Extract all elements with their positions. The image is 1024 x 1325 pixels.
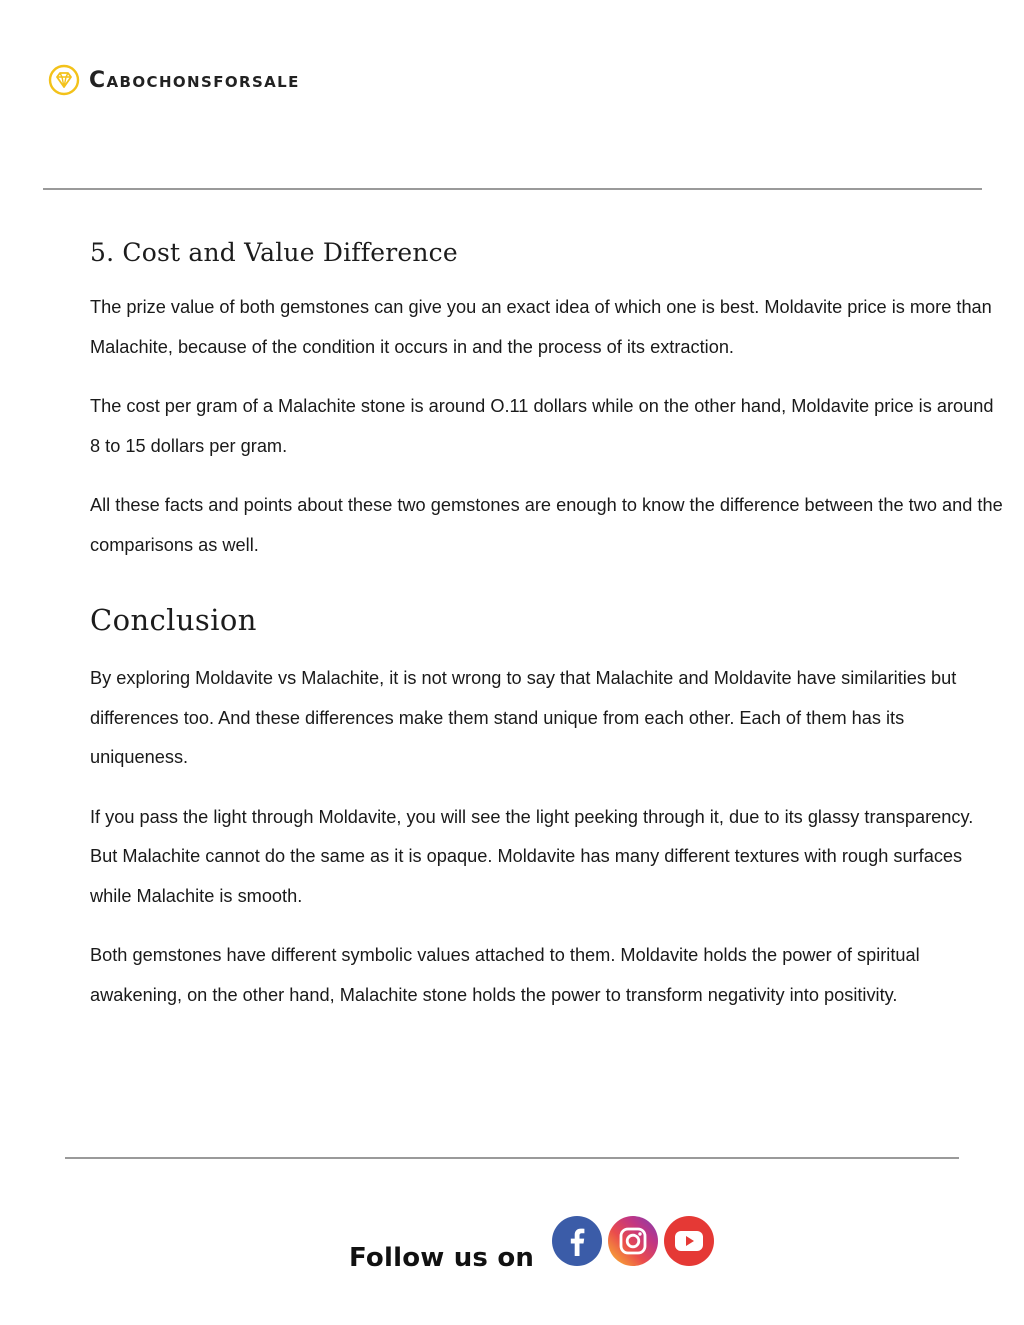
paragraph: The prize value of both gemstones can give you an exact idea of which one is best. Moldavite price is more than Malachite, because of the condition it occurs in and the process of its extraction.	[90, 297, 992, 357]
article-body	[90, 228, 1005, 1035]
paragraph: The cost per gram of a Malachite stone is around O.11 dollars while on the other hand, Moldavite price is around 8 to 15 dollars per gram.	[90, 396, 994, 456]
instagram-icon	[608, 1216, 658, 1266]
paragraph: By exploring Moldavite vs Malachite, it is not wrong to say that Malachite and Moldavite have similarities but differences too. And these differences make them stand unique from each other. Each of them has its uniqueness.	[90, 668, 957, 767]
follow-label: Follow us on	[349, 1243, 535, 1273]
facebook-button[interactable]	[552, 1216, 602, 1266]
header-divider	[43, 188, 982, 190]
facebook-icon	[552, 1216, 602, 1266]
follow-us	[349, 1216, 720, 1273]
paragraph: If you pass the light through Moldavite, you will see the light peeking through it, due to its glassy transparency. But Malachite cannot do the same as it is opaque. Moldavite has many different textures with rough surfaces while Malachite is smooth.	[90, 806, 974, 906]
youtube-button[interactable]	[664, 1216, 714, 1266]
brand-name: Cabochonsforsale	[89, 67, 300, 93]
youtube-icon	[664, 1216, 714, 1266]
instagram-button[interactable]	[608, 1216, 658, 1266]
paragraph: All these facts and points about these two gemstones are enough to know the difference between the two and the comparisons as well.	[90, 495, 1003, 555]
diamond-icon	[48, 64, 80, 96]
section-heading-conclusion: Conclusion	[90, 603, 257, 637]
brand-logo[interactable]	[48, 64, 300, 96]
paragraph: Both gemstones have different symbolic values attached to them. Moldavite holds the power of spiritual awakening, on the other hand, Malachite stone holds the power to transform negativity into positivity.	[90, 945, 920, 1005]
section-heading-cost-value: 5. Cost and Value Difference	[90, 238, 458, 267]
social-links	[552, 1216, 720, 1266]
footer-divider	[65, 1157, 959, 1159]
